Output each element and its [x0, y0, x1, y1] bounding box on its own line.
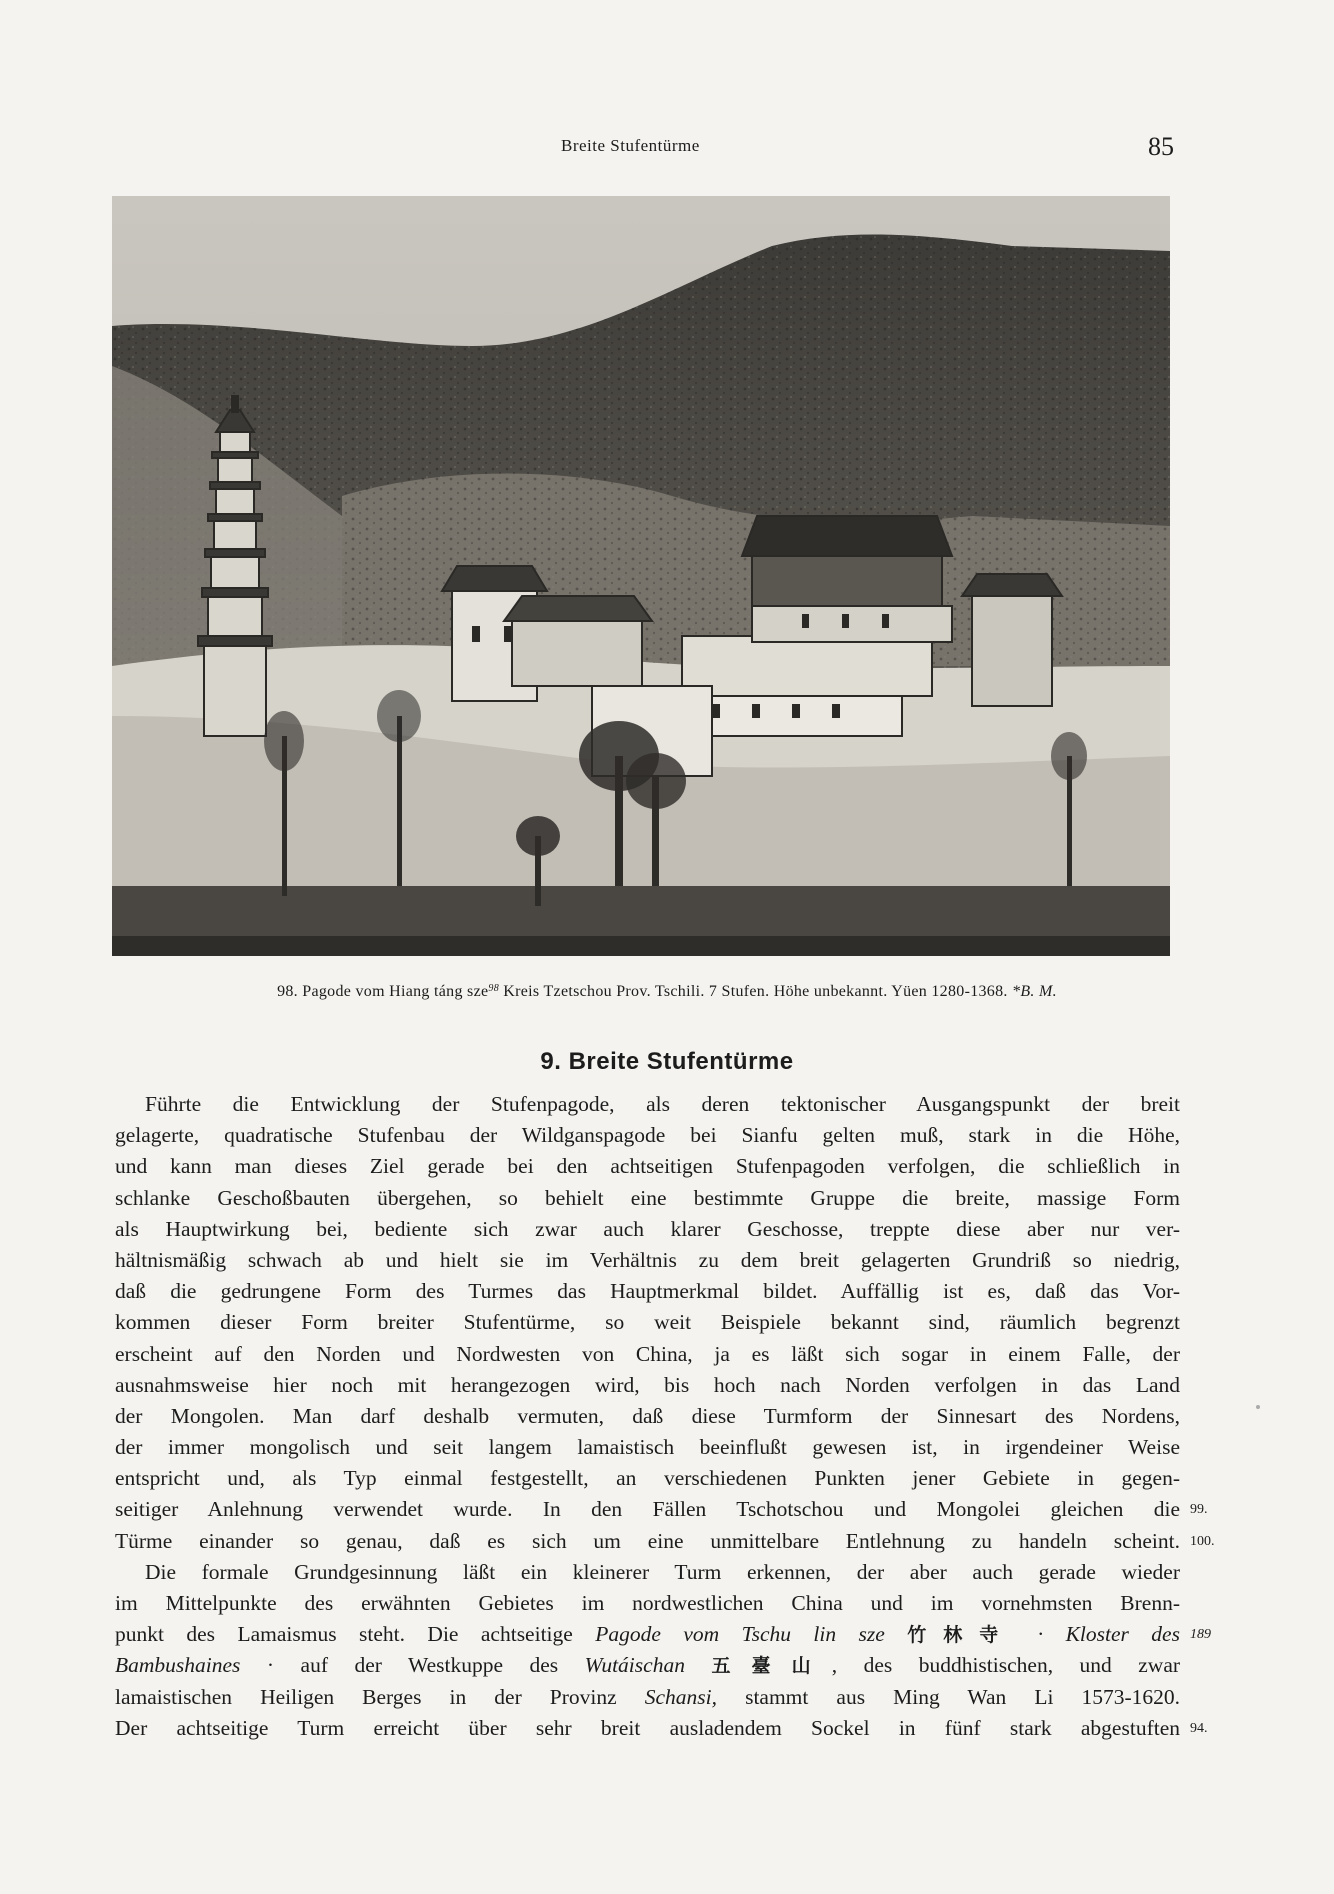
running-head	[0, 132, 1334, 166]
text-line: seitiger Anlehnung verwendet wurde. In den Fällen Tschotschou und Mongolei gleichen die	[115, 1497, 1180, 1522]
text-line: erscheint auf den Norden und Nordwesten von China, ja es läßt sich sogar in einem Falle, der	[115, 1341, 1180, 1366]
caption-sup: 98	[488, 983, 499, 994]
text-segment: · auf der Westkuppe des	[266, 1653, 559, 1678]
italic-segment: Bambushaines	[115, 1653, 241, 1678]
text-line: als Hauptwirkung bei, bediente sich zwar auch klarer Geschosse, treppte diese aber nur ver-	[115, 1216, 1180, 1241]
text-line: Türme einander so genau, daß es sich um eine unmittelbare Entlehnung zu handeln scheint.	[115, 1528, 1180, 1553]
caption-tail: Kreis Tzetschou Prov. Tschili. 7 Stufen. Höhe unbekannt. Yüen 1280-1368.	[499, 983, 1013, 1000]
text-line: der immer mongolisch und seit langem lamaistisch beeinflußt gewesen ist, in irgendeiner Weise	[115, 1435, 1180, 1460]
text-segment: lamaistischen Heiligen Berges in der Provinz	[115, 1684, 617, 1709]
cjk-segment: 五臺山	[711, 1655, 832, 1678]
pagoda-photograph	[112, 196, 1170, 956]
margin-ref: 100.	[1190, 1533, 1215, 1549]
italic-segment: Schansi,	[644, 1684, 718, 1709]
text-line: Die formale Grundgesinnung läßt ein kleinerer Turm erkennen, der aber auch gerade wieder	[145, 1559, 1180, 1584]
text-line: der Mongolen. Man darf deshalb vermuten, daß diese Turmform der Sinnesart des Nordens,	[115, 1403, 1180, 1428]
page-number: 85	[1148, 132, 1174, 161]
text-line: hältnismäßig schwach ab und hielt sie im Verhältnis zu dem breit gelagerten Grundriß so niedrig,	[115, 1247, 1180, 1272]
text-segment: , des buddhistischen, und zwar	[831, 1653, 1181, 1678]
margin-ref: 189	[1190, 1627, 1211, 1643]
body-text	[115, 1089, 1215, 1744]
text-line-ref	[115, 1619, 1211, 1650]
photo-plate	[112, 196, 1170, 956]
speck	[1256, 1405, 1260, 1409]
italic-segment: Pagode vom Tschu lin sze	[595, 1622, 885, 1647]
text-line	[115, 1682, 1180, 1713]
text-line: Führte die Entwicklung der Stufenpagode, als deren tektonischer Ausgangspunkt der breit	[145, 1092, 1180, 1116]
caption-credit: *B. M.	[1012, 983, 1057, 1000]
text-line: ausnahmsweise hier noch mit herangezogen wird, bis hoch nach Norden verfolgen in das Land	[115, 1372, 1180, 1397]
italic-segment: · Kloster des	[1037, 1622, 1180, 1647]
caption-lead: 98. Pagode vom Hiang táng sze	[277, 983, 489, 1000]
margin-ref: 99.	[1190, 1502, 1208, 1518]
italic-segment: Wutáischan	[584, 1653, 685, 1678]
text-line: und kann man dieses Ziel gerade bei den achtseitigen Stufenpagoden verfolgen, die schließlich in	[115, 1154, 1180, 1179]
text-line: kommen dieser Form breiter Stufentürme, so weit Beispiele bekannt sind, räumlich begrenzt	[115, 1310, 1180, 1335]
text-segment: punkt des Lamaismus steht. Die achtseitige	[115, 1622, 573, 1647]
text-line: entspricht und, als Typ einmal festgestellt, an verschiedenen Punkten jener Gebiete in gegen-	[115, 1466, 1180, 1491]
text-line: Der achtseitige Turm erreicht über sehr breit ausladendem Sockel in fünf stark abgestuften	[115, 1715, 1180, 1740]
text-line-ref	[115, 1494, 1208, 1525]
section-heading: 9. Breite Stufentürme	[540, 1048, 794, 1075]
text-line: im Mittelpunkte des erwähnten Gebietes im nordwestlichen China und im vornehmsten Brenn-	[115, 1591, 1180, 1615]
text-line: gelagerte, quadratische Stufenbau der Wildganspagode bei Sianfu gelten muß, stark in die Höhe,	[115, 1123, 1180, 1148]
text-line: daß die gedrungene Form des Turmes das Hauptmerkmal bildet. Auffällig ist es, daß das Vor-	[115, 1279, 1180, 1304]
text-line-ref	[115, 1526, 1215, 1557]
text-line	[115, 1650, 1180, 1681]
margin-ref: 94.	[1190, 1720, 1208, 1736]
text-segment: stammt aus Ming Wan Li 1573-1620.	[745, 1684, 1181, 1709]
running-title: Breite Stufentürme	[561, 136, 700, 155]
text-line: schlanke Geschoßbauten übergehen, so behielt eine bestimmte Gruppe die breite, massige Form	[115, 1185, 1180, 1210]
text-line-ref	[115, 1713, 1208, 1744]
figure-caption	[0, 983, 1334, 1001]
cjk-segment: 竹林寺	[907, 1624, 1016, 1647]
